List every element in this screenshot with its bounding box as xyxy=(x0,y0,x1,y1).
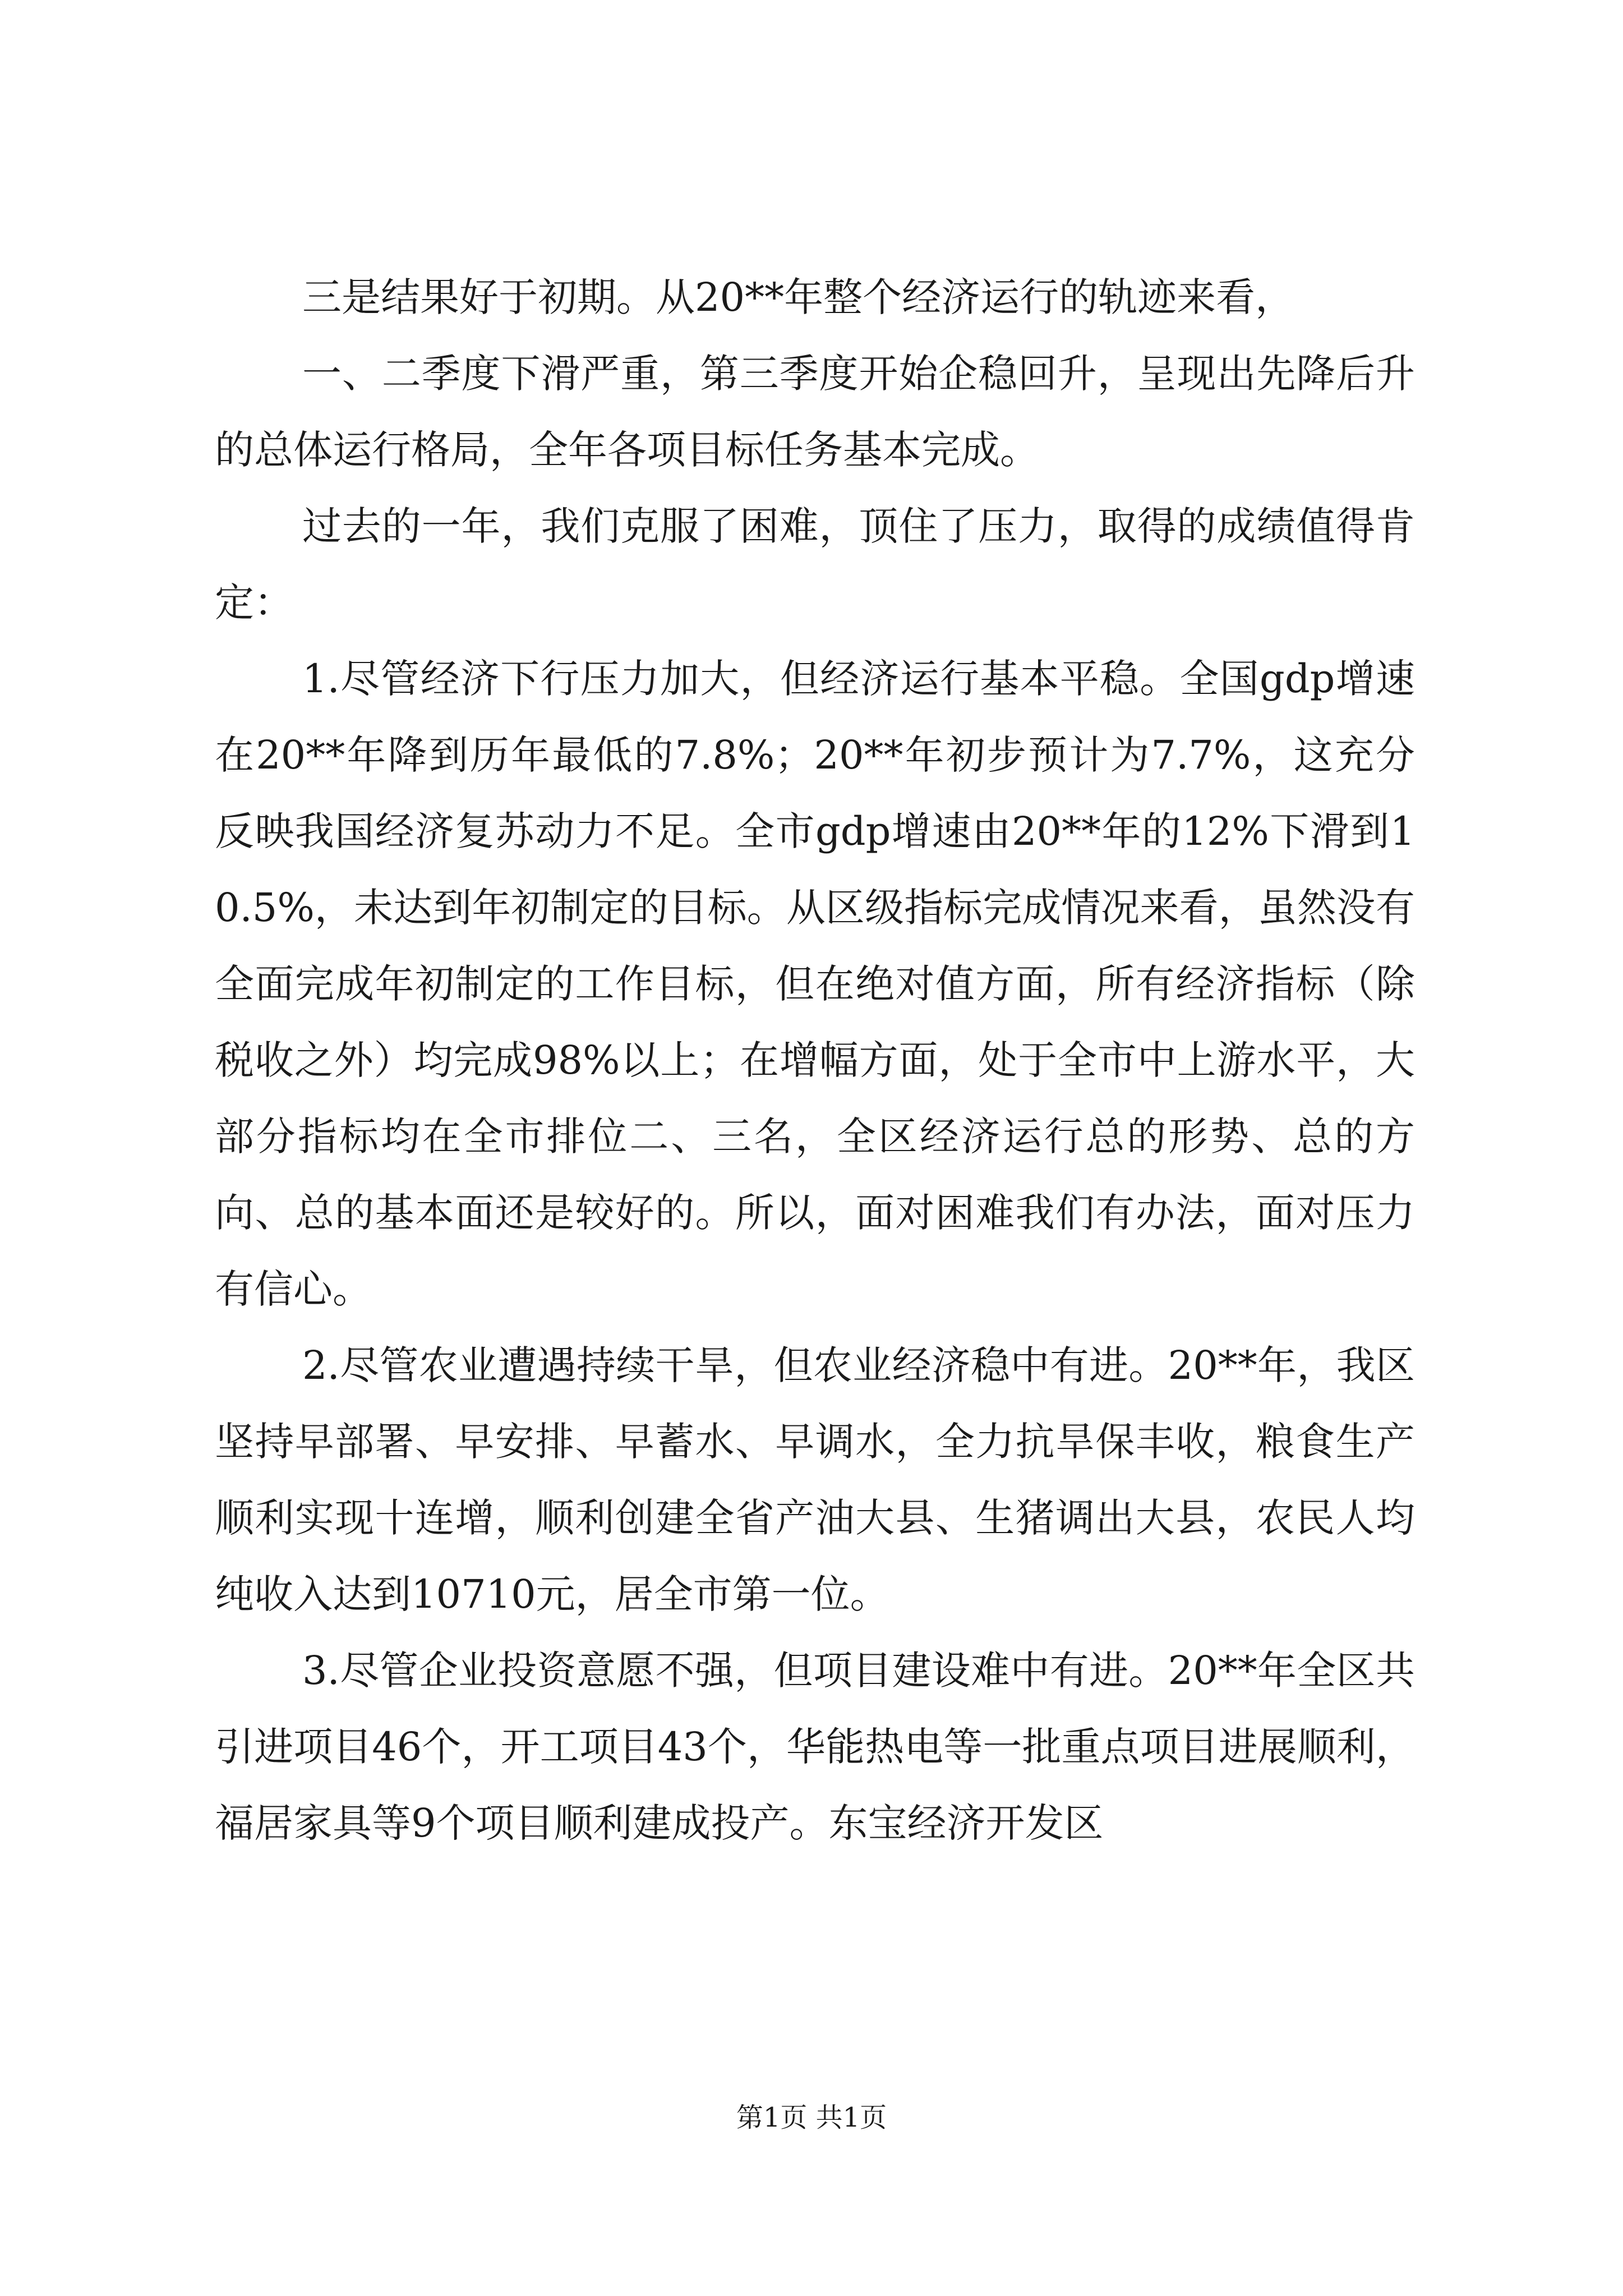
paragraph-2: 一、二季度下滑严重，第三季度开始企稳回升，呈现出先降后升的总体运行格局，全年各项目标任务基本完成。 xyxy=(215,351,1415,473)
paragraph-6: 3.尽管企业投资意愿不强，但项目建设难中有进。20**年全区共引进项目46个，开工项目43个，华能热电等一批重点项目进展顺利，福居家具等9个项目顺利建成投产。东宝经济开发区 xyxy=(215,1648,1415,1846)
paragraph-3: 过去的一年，我们克服了困难，顶住了压力，取得的成绩值得肯定： xyxy=(215,503,1415,625)
paragraph-1: 三是结果好于初期。从20**年整个经济运行的轨迹来看， xyxy=(302,274,1295,320)
paragraph-4: 1.尽管经济下行压力加大，但经济运行基本平稳。全国gdp增速在20**年降到历年最低的7.8%；20**年初步预计为7.7%，这充分反映我国经济复苏动力不足。全市gdp增速由20**年的12%下滑到10.5%，未达到年初制定的目标。从区级指标完成情况来看，虽然没有全面完成年初制定的工作目标，但在绝对值方面，所有经济指标（除税收之外）均完成98%以上；在增幅方面，处于全市中上游水平，大部分指标均在全市排位二、三名，全区经济运行总的形势、总的方向、总的基本面还是较好的。所以，面对困难我们有办法，面对压力有信心。 xyxy=(215,656,1415,1312)
document-body xyxy=(215,259,1415,1861)
page-footer: 第1页 共1页 xyxy=(736,2102,887,2133)
paragraph-5: 2.尽管农业遭遇持续干旱，但农业经济稳中有进。20**年，我区坚持早部署、早安排、早蓄水、早调水，全力抗旱保丰收，粮食生产顺利实现十连增，顺利创建全省产油大县、生猪调出大县，农民人均纯收入达到10710元，居全市第一位。 xyxy=(215,1342,1415,1617)
